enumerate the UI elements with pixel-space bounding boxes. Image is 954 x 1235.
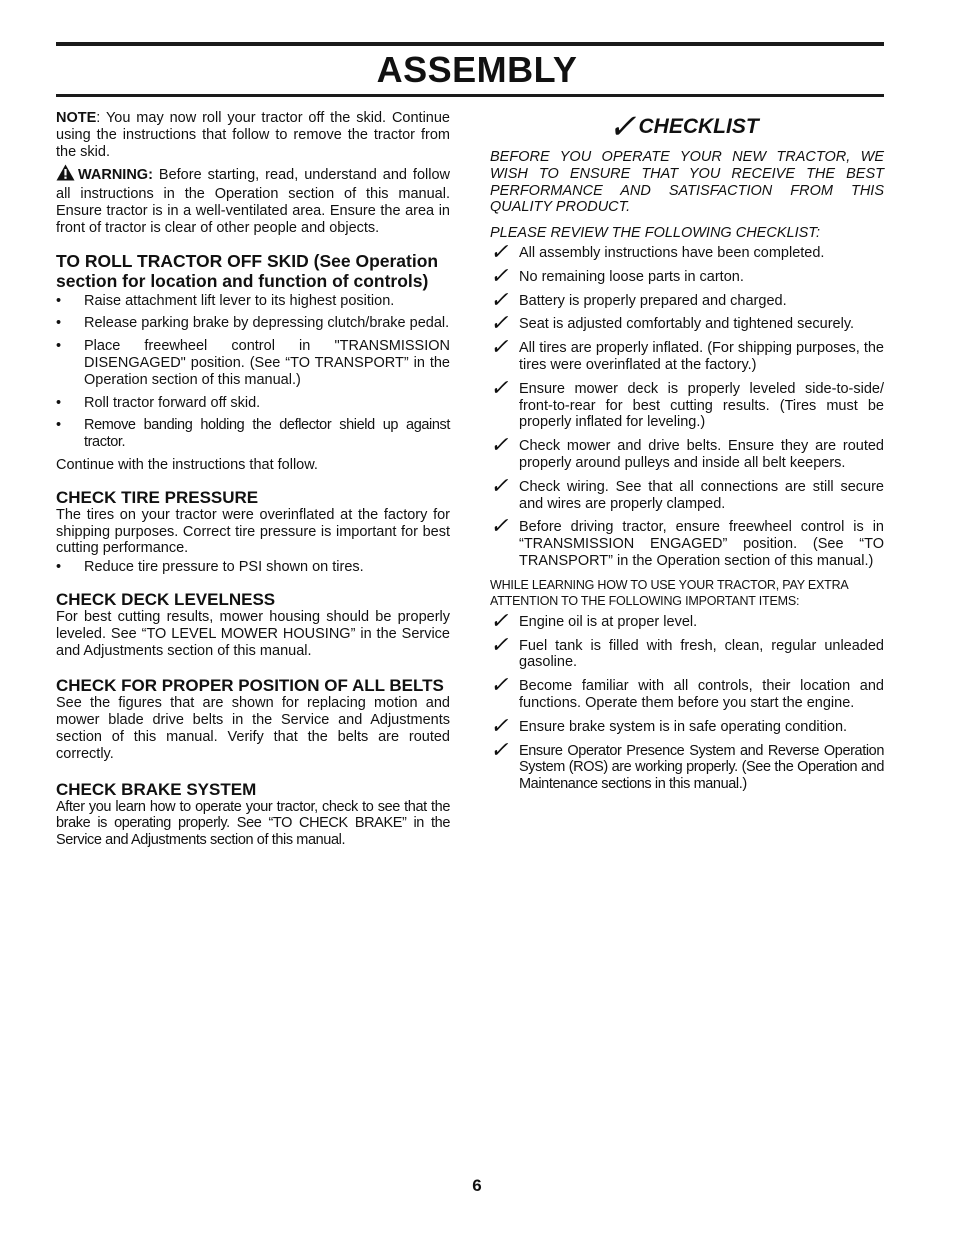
checkmark-icon: ✓: [490, 262, 509, 288]
please-review-text: PLEASE REVIEW THE FOLLOWING CHECKLIST:: [490, 225, 821, 242]
checklist-title-text: CHECKLIST: [638, 114, 759, 138]
list-item: • Raise attachment lift lever to its highest position.: [56, 292, 395, 309]
header-rule-top: [56, 42, 884, 46]
left-column: [56, 110, 450, 849]
checkmark-icon: ✓: [490, 672, 509, 698]
checklist-item: ✓ Battery is properly prepared and charged.: [490, 286, 787, 312]
list-item: • Release parking brake by depressing clutch/brake pedal.: [56, 315, 450, 332]
note-paragraph: [56, 110, 450, 160]
checkmark-icon: ✓: [490, 712, 509, 738]
note-text: : You may now roll your tractor off the skid. Continue using the instructions that follow to remove the tractor from the skid.: [56, 110, 450, 160]
checkmark-icon: ✓: [490, 374, 509, 400]
right-column: [490, 110, 884, 800]
checkmark-icon: ✓: [490, 607, 509, 633]
warning-triangle-icon: [56, 164, 75, 186]
checklist-item: ✓ Engine oil is at proper level.: [490, 607, 698, 633]
attention-items: [490, 607, 884, 793]
checklist-item: ✓ Become familiar with all controls, their location and functions. Operate them before you start the engine.: [490, 672, 884, 711]
checkmark-icon: ✓: [490, 736, 509, 762]
while-learning-text: WHILE LEARNING HOW TO USE YOUR TRACTOR, PAY EXTRA ATTENTION TO THE FOLLOWING IMPORTANT ITEMS:: [490, 577, 848, 608]
brake-system-text: After you learn how to operate your tractor, check to see that the brake is operating properly. See “TO CHECK BRAKE” in the Service and Adjustments section of this manual.: [56, 798, 450, 849]
checkmark-icon: ✓: [608, 108, 637, 146]
page-title: ASSEMBLY: [376, 49, 578, 90]
checklist-item: ✓ Seat is adjusted comfortably and tightened securely.: [490, 310, 855, 336]
continue-text: Continue with the instructions that follow.: [56, 456, 318, 473]
deck-levelness-text: For best cutting results, mower housing should be properly leveled. See “TO LEVEL MOWER HOUSING” in the Service and Adjustments section of this manual.: [56, 608, 450, 659]
checkmark-icon: ✓: [490, 631, 509, 657]
checkmark-icon: ✓: [490, 286, 509, 312]
brake-system-heading: CHECK BRAKE SYSTEM: [56, 779, 257, 799]
checklist-item: ✓ All assembly instructions have been completed.: [490, 238, 825, 264]
checklist-item: ✓ Ensure mower deck is properly leveled side-to-side/ front-to-rear for best cutting results. (Tires must be properly inflated for leveling.): [490, 374, 884, 431]
checklist-items: [490, 238, 884, 570]
warning-label: WARNING:: [78, 167, 153, 184]
list-item: • Roll tractor forward off skid.: [56, 394, 261, 411]
roll-steps-list: [56, 293, 450, 451]
checkmark-icon: ✓: [490, 238, 509, 264]
note-label: NOTE: [56, 110, 97, 126]
checkmark-icon: ✓: [490, 310, 509, 336]
list-item: • Reduce tire pressure to PSI shown on tires.: [56, 559, 364, 576]
list-item: • Remove banding holding the deflector shield up against tractor.: [56, 417, 450, 451]
roll-tractor-heading: TO ROLL TRACTOR OFF SKID (See Operation section for location and function of controls): [56, 250, 439, 291]
checklist-item: ✓ Ensure Operator Presence System and Reverse Operation System (ROS) are working properly. (See the Operation and Maintenance sections in this manual.): [490, 736, 884, 793]
page-number: 6: [472, 1176, 482, 1195]
tire-pressure-text: The tires on your tractor were overinflated at the factory for shipping purposes. Correct tire pressure is important for best cutting performance.: [56, 506, 450, 557]
checklist-item: ✓ Fuel tank is filled with fresh, clean, regular unleaded gasoline.: [490, 631, 884, 671]
warning-text: Before starting, read, understand and follow all instructions in the Operation section of this manual. Ensure tractor is in a well-ventilated area. Ensure the area in front of tractor is clear of other people and objects.: [56, 167, 450, 236]
checklist-item: ✓ Check mower and drive belts. Ensure they are routed properly around pulleys and inside all belt keepers.: [490, 432, 884, 471]
tire-steps-list: [56, 559, 450, 576]
belts-text: See the figures that are shown for replacing motion and mower blade drive belts in the Service and Adjustments section of this manual. Verify that the belts are routed correctly.: [56, 695, 450, 762]
checkmark-icon: ✓: [490, 432, 509, 458]
checklist-item: ✓ Ensure brake system is in safe operating condition.: [490, 712, 848, 738]
checkmark-icon: ✓: [490, 472, 509, 498]
list-item: • Place freewheel control in "TRANSMISSION DISENGAGED" position. (See “TO TRANSPORT” in the Operation section of this manual.): [56, 338, 450, 388]
checklist-item: ✓ Before driving tractor, ensure freewheel control is in “TRANSMISSION ENGAGED” position. (See “TO TRANSPORT” in the Operation section of this manual.): [490, 513, 884, 569]
checklist-title: [608, 108, 884, 146]
header-rule-bottom: [56, 94, 884, 97]
checkmark-icon: ✓: [490, 513, 509, 539]
deck-levelness-heading: CHECK DECK LEVELNESS: [56, 589, 276, 609]
checklist-item: ✓ No remaining loose parts in carton.: [490, 262, 744, 288]
warning-paragraph: [56, 164, 450, 236]
belts-heading: CHECK FOR PROPER POSITION OF ALL BELTS: [56, 676, 444, 696]
checklist-item: ✓ Check wiring. See that all connections are still secure and wires are properly clamped.: [490, 472, 884, 512]
checklist-item: ✓ All tires are properly inflated. (For shipping purposes, the tires were overinflated at the factory.): [490, 334, 884, 373]
checkmark-icon: ✓: [490, 334, 509, 360]
tire-pressure-heading: CHECK TIRE PRESSURE: [56, 487, 259, 507]
checklist-intro: BEFORE YOU OPERATE YOUR NEW TRACTOR, WE WISH TO ENSURE THAT YOU RECEIVE THE BEST PERFORMANCE AND SATISFACTION FROM THIS QUALITY PRODUCT.: [490, 149, 884, 216]
